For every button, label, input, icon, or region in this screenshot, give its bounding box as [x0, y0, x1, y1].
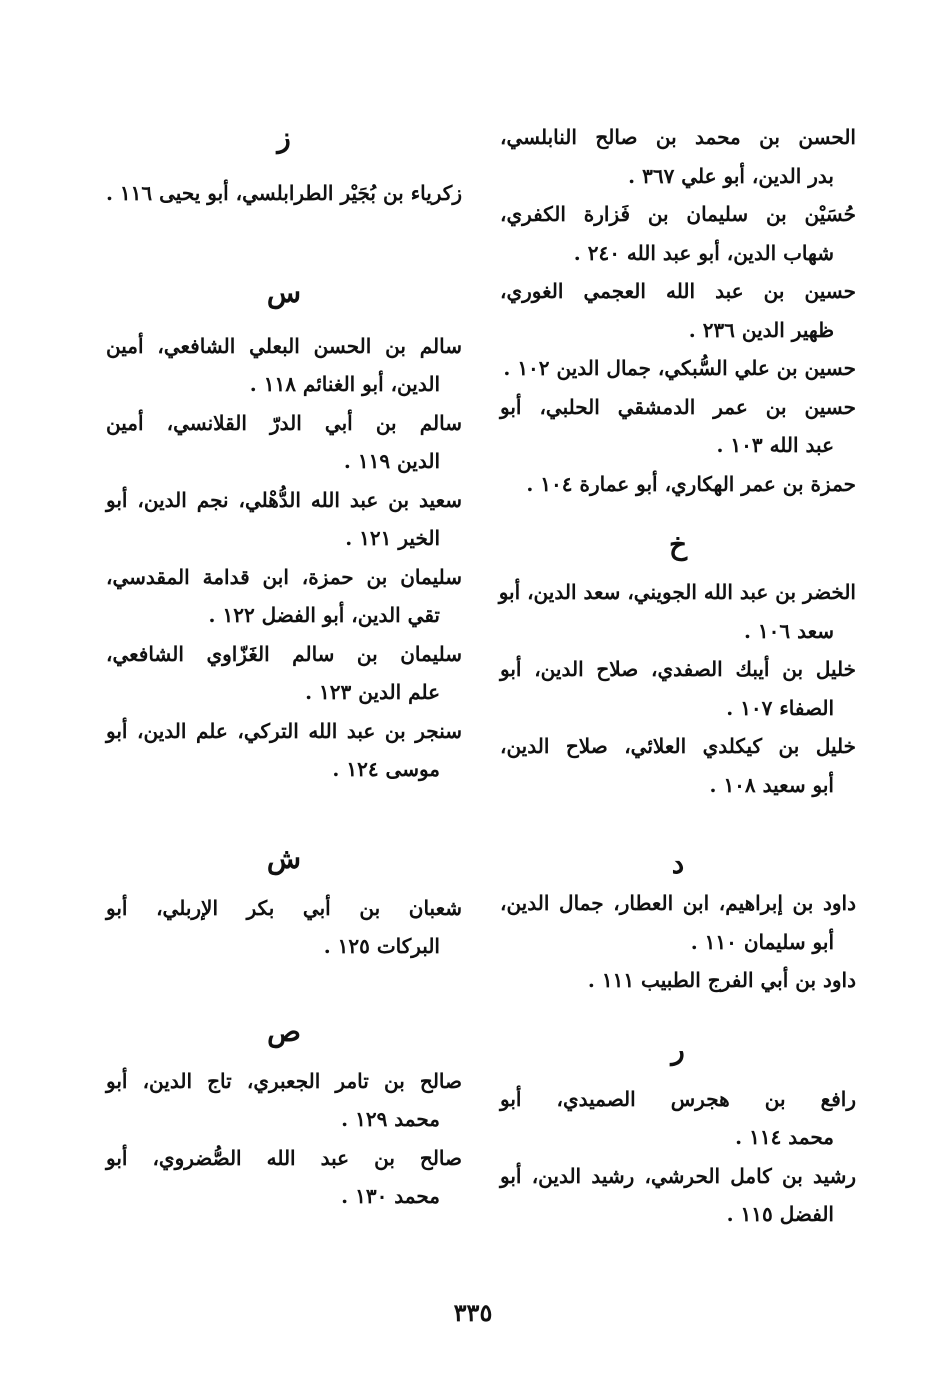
page-number: ٣٣٥	[453, 1298, 493, 1327]
section-letter-shin: ش	[266, 841, 302, 875]
section-letter-sin: س	[266, 275, 302, 309]
section-letter-ra: ر	[671, 1032, 685, 1066]
list-item: شعبان بن أبي بكر الإربلي، أبو البركات ١٢٥ .	[106, 895, 462, 958]
list-item: داود بن أبي الفرج الطبيب ١١١ .	[587, 968, 856, 992]
left-column	[106, 118, 462, 1216]
list-item: سليمان بن حمزة، ابن قدامة المقدسي، تقي الدين، أبو الفضل ١٢٢ .	[106, 564, 462, 627]
section-letter-sad: ص	[267, 1014, 301, 1048]
list-item: خليل بن كيكلدي العلائي، صلاح الدين، أبو سعيد ١٠٨ .	[500, 734, 856, 797]
list-item: سعيد بن عبد الله الدُّهْلي، نجم الدين، أبو الخير ١٢١ .	[106, 487, 462, 550]
list-item: صالح بن تامر الجعبري، تاج الدين، أبو محمد ١٢٩ .	[106, 1068, 462, 1131]
list-item: حسين بن عبد الله العجمي الغوري، ظهير الدين ٢٣٦ .	[500, 279, 856, 342]
list-item: داود بن إبراهيم، ابن العطار، جمال الدين، أبو سليمان ١١٠ .	[500, 891, 856, 954]
list-item: سالم بن الحسن البعلي الشافعي، أمين الدين، أبو الغنائم ١١٨ .	[106, 333, 462, 396]
list-item: سنجر بن عبد الله التركي، علم الدين، أبو موسى ١٢٤ .	[106, 718, 462, 781]
section-letter-kha: خ	[668, 528, 688, 561]
section-letter-dal: د	[671, 847, 685, 880]
list-item: الحسن بن محمد بن صالح النابلسي، بدر الدين، أبو علي ٣٦٧ .	[500, 125, 856, 188]
list-item: زكرياء بن بُجَيْر الطرابلسي، أبو يحيى ١١٦ .	[105, 181, 462, 205]
list-item: حسين بن عمر الدمشقي الحلبي، أبو عبد الله ١٠٣ .	[500, 394, 856, 457]
list-item: حُسَيْن بن سليمان بن فَزارة الكفري، شهاب الدين، أبو عبد الله ٢٤٠ .	[500, 202, 856, 265]
list-item: خليل بن أيبك الصفدي، صلاح الدين، أبو الصفاء ١٠٧ .	[500, 657, 856, 720]
right-column	[500, 118, 856, 1234]
list-item: سالم بن أبي الدرّ القلانسي، أمين الدين ١١٩ .	[106, 410, 462, 473]
list-item: حمزة بن عمر الهكاري، أبو عمارة ١٠٤ .	[526, 471, 856, 496]
list-item: سليمان بن سالم الغَزّاوي الشافعي، علم الدين ١٢٣ .	[106, 641, 462, 704]
section-letter-zay: ز	[277, 121, 291, 154]
list-item: رشيد بن كامل الحرشي، رشيد الدين، أبو الفضل ١١٥ .	[500, 1163, 856, 1226]
list-item: حسين بن علي السُّبكي، جمال الدين ١٠٢ .	[503, 356, 856, 380]
list-item: صالح بن عبد الله الصُّضروي، أبو محمد ١٣٠ .	[106, 1145, 462, 1208]
list-item: الخضر بن عبد الله الجويني، سعد الدين، أبو سعد ١٠٦ .	[498, 580, 856, 643]
list-item: رافع بن هجرس الصميدي، أبو محمد ١١٤ .	[500, 1086, 856, 1149]
